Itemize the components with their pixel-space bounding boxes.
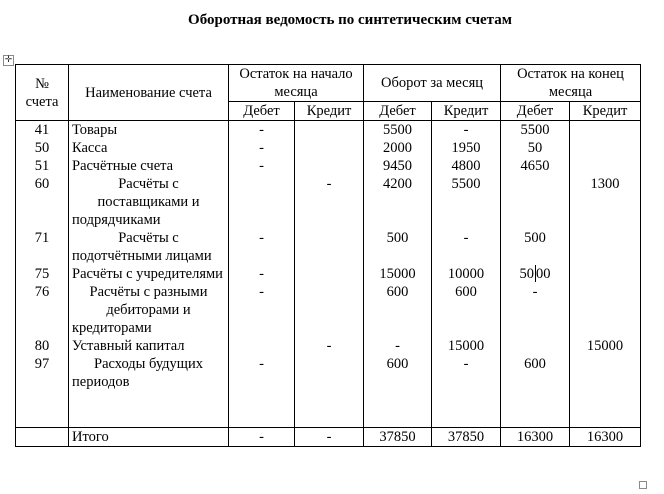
header-opening-debit: Дебет: [229, 102, 295, 121]
total-opening-debit: -: [229, 428, 295, 447]
closing-credit-cell: [570, 283, 641, 337]
account-number-cell: 41: [16, 121, 69, 140]
account-number-cell: 51: [16, 157, 69, 175]
turnover-credit-cell: 5500: [432, 175, 501, 229]
turnover-debit-cell: 2000: [364, 139, 432, 157]
header-account-number: № счета: [16, 65, 69, 121]
opening-debit-cell: [229, 175, 295, 229]
account-name-cell: Расчёты с поставщиками и подрядчиками: [69, 175, 229, 229]
opening-credit-cell: [295, 157, 364, 175]
table-row: [16, 229, 641, 265]
account-name-cell: Товары: [69, 121, 229, 140]
opening-debit-cell: -: [229, 157, 295, 175]
turnover-credit-cell: 10000: [432, 265, 501, 283]
opening-credit-cell: -: [295, 175, 364, 229]
opening-debit-cell: [229, 337, 295, 355]
table-row: [16, 337, 641, 355]
turnover-credit-cell: 600: [432, 283, 501, 337]
closing-credit-cell: [570, 139, 641, 157]
text-cursor: [535, 265, 536, 282]
header-turnover-debit: Дебет: [364, 102, 432, 121]
opening-debit-cell: -: [229, 355, 295, 409]
header-closing-credit: Кредит: [570, 102, 641, 121]
closing-debit-cell: 4650: [501, 157, 570, 175]
closing-debit-cell: 50: [501, 139, 570, 157]
opening-credit-cell: [295, 139, 364, 157]
account-number-cell: 60: [16, 175, 69, 229]
closing-debit-cell: 600: [501, 355, 570, 409]
closing-debit-cell: -: [501, 283, 570, 337]
table-move-handle-icon[interactable]: ✛: [4, 55, 13, 65]
table-row: [16, 283, 641, 337]
opening-credit-cell: [295, 121, 364, 140]
total-closing-credit: 16300: [570, 428, 641, 447]
total-turnover-debit: 37850: [364, 428, 432, 447]
turnover-credit-cell: -: [432, 121, 501, 140]
account-name-cell: Расчётные счета: [69, 157, 229, 175]
turnover-credit-cell: 15000: [432, 337, 501, 355]
table-row: [16, 157, 641, 175]
account-name-cell: Расчёты с подотчётными лицами: [69, 229, 229, 265]
account-number-cell: 71: [16, 229, 69, 265]
turnover-debit-cell: 4200: [364, 175, 432, 229]
closing-debit-cell: 5500: [501, 121, 570, 140]
closing-credit-cell: [570, 265, 641, 283]
table-resize-handle-icon[interactable]: [639, 481, 647, 489]
turnover-debit-cell: 600: [364, 355, 432, 409]
account-number-cell: 97: [16, 355, 69, 409]
opening-debit-cell: -: [229, 139, 295, 157]
turnover-debit-cell: 5500: [364, 121, 432, 140]
account-name-cell: Расчёты с учредителями: [69, 265, 229, 283]
total-row: [16, 428, 641, 447]
account-name-cell: Уставный капитал: [69, 337, 229, 355]
closing-credit-cell: [570, 355, 641, 409]
opening-debit-cell: -: [229, 283, 295, 337]
account-name-cell: Расчёты с разными дебиторами и кредиторами: [69, 283, 229, 337]
header-closing-debit: Дебет: [501, 102, 570, 121]
total-label: Итого: [69, 428, 229, 447]
closing-debit-cell: [501, 175, 570, 229]
header-account-name: Наименование счета: [69, 65, 229, 121]
opening-debit-cell: -: [229, 121, 295, 140]
total-turnover-credit: 37850: [432, 428, 501, 447]
turnover-credit-cell: -: [432, 229, 501, 265]
turnover-credit-cell: 1950: [432, 139, 501, 157]
opening-debit-cell: -: [229, 265, 295, 283]
opening-credit-cell: [295, 229, 364, 265]
table-row: [16, 139, 641, 157]
account-number-cell: 75: [16, 265, 69, 283]
header-opening-balance: Остаток на начало месяца: [229, 65, 364, 102]
total-number-cell: [16, 428, 69, 447]
closing-debit-cell: 50 00: [501, 265, 570, 283]
turnover-debit-cell: 9450: [364, 157, 432, 175]
closing-credit-cell: [570, 121, 641, 140]
turnover-debit-cell: 600: [364, 283, 432, 337]
spacer-row: [16, 409, 641, 428]
turnover-credit-cell: 4800: [432, 157, 501, 175]
opening-credit-cell: [295, 283, 364, 337]
table-row: [16, 175, 641, 229]
account-number-cell: 80: [16, 337, 69, 355]
turnover-debit-cell: 15000: [364, 265, 432, 283]
table-row: [16, 265, 641, 283]
turnover-debit-cell: -: [364, 337, 432, 355]
closing-credit-cell: [570, 229, 641, 265]
total-closing-debit: 16300: [501, 428, 570, 447]
opening-debit-cell: -: [229, 229, 295, 265]
closing-debit-cell: [501, 337, 570, 355]
header-turnover-credit: Кредит: [432, 102, 501, 121]
table-row: [16, 355, 641, 409]
closing-debit-cell: 500: [501, 229, 570, 265]
closing-credit-cell: 1300: [570, 175, 641, 229]
opening-credit-cell: -: [295, 337, 364, 355]
opening-credit-cell: [295, 265, 364, 283]
header-opening-credit: Кредит: [295, 102, 364, 121]
account-number-cell: 50: [16, 139, 69, 157]
closing-credit-cell: [570, 157, 641, 175]
document-title: Оборотная ведомость по синтетическим счетам: [188, 12, 512, 28]
table-row: [16, 121, 641, 140]
turnover-credit-cell: -: [432, 355, 501, 409]
opening-credit-cell: [295, 355, 364, 409]
header-turnover: Оборот за месяц: [364, 65, 501, 102]
closing-credit-cell: 15000: [570, 337, 641, 355]
account-name-cell: Расходы будущих периодов: [69, 355, 229, 409]
turnover-table: [15, 64, 641, 447]
header-closing-balance: Остаток на конец месяца: [501, 65, 641, 102]
account-number-cell: 76: [16, 283, 69, 337]
total-opening-credit: -: [295, 428, 364, 447]
account-name-cell: Касса: [69, 139, 229, 157]
turnover-debit-cell: 500: [364, 229, 432, 265]
